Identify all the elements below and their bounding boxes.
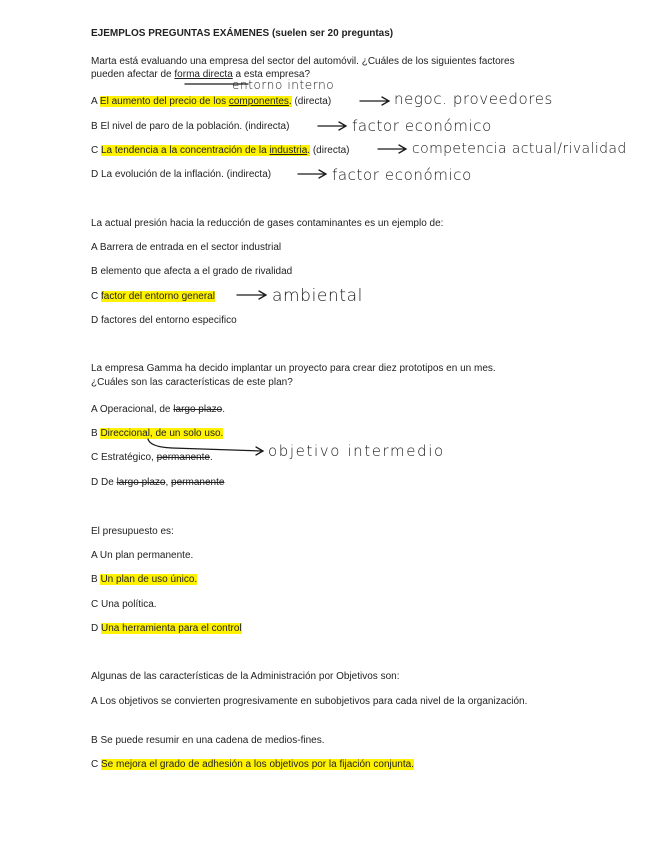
- option-letter: C: [91, 291, 101, 302]
- option-text: La tendencia a la concentración de la: [101, 145, 270, 156]
- q3-bracket-arrow-icon: [148, 439, 263, 455]
- page-title: EJEMPLOS PREGUNTAS EXÁMENES (suelen ser 20 preguntas): [91, 28, 394, 39]
- option-text: .: [209, 452, 213, 463]
- q2-option-d: D factores del entorno especifico: [91, 315, 237, 326]
- q1-handwritten-note-a: negoc. proveedores: [394, 90, 553, 108]
- option-text: ,: [165, 477, 172, 488]
- option-text: A Operacional, de: [91, 404, 174, 415]
- q3-handwritten-note: objetivo intermedio: [268, 442, 445, 460]
- option-letter: B: [91, 428, 101, 439]
- q4-option-c: C Una política.: [91, 599, 157, 610]
- q1-a-arrow-icon: [360, 97, 389, 105]
- q3-option-b-highlight: Direccional, de un solo uso.: [100, 428, 224, 439]
- q1-option-d: D La evolución de la inflación. (indirecta): [91, 169, 272, 180]
- q2-handwritten-note-c: ambiental: [272, 286, 363, 306]
- option-text-struck: largo plazo: [116, 477, 166, 488]
- option-letter: C: [91, 145, 101, 156]
- q2-option-c-highlight: factor del entorno general: [101, 291, 215, 302]
- option-text: .: [288, 96, 292, 107]
- q4-option-b-highlight: Un plan de uso único.: [100, 574, 198, 585]
- option-text-struck: permanente: [171, 477, 225, 488]
- q1-d-arrow-icon: [298, 170, 326, 178]
- q2-option-a: A Barrera de entrada en el sector industrial: [91, 242, 282, 253]
- q3-stem-line1: La empresa Gamma ha decido implantar un proyecto para crear diez prototipos en un mes.: [91, 363, 496, 374]
- option-text: .: [307, 145, 311, 156]
- q1-stem-part: pueden afectar de: [91, 69, 175, 80]
- option-text: C Estratégico,: [91, 452, 157, 463]
- q4-stem: El presupuesto es:: [91, 526, 174, 537]
- option-text-underlined: industria: [269, 145, 308, 156]
- option-letter: C: [91, 759, 101, 770]
- q1-handwritten-note-b: factor económico: [352, 117, 492, 135]
- q5-option-a: A Los objetivos se convierten progresivamente en subobjetivos para cada nivel de la organización.: [91, 696, 528, 707]
- option-suffix: (directa): [291, 96, 332, 107]
- option-text-struck: permanente: [156, 452, 210, 463]
- option-letter: D: [91, 623, 101, 634]
- option-letter: A: [91, 96, 100, 107]
- q5-option-b: B Se puede resumir en una cadena de medios-fines.: [91, 735, 325, 746]
- q2-c-arrow-icon: [237, 291, 266, 299]
- q2-stem: La actual presión hacia la reducción de gases contaminantes es un ejemplo de:: [91, 218, 444, 229]
- q1-handwritten-note-d: factor económico: [332, 166, 472, 184]
- q1-option-b: B El nivel de paro de la población. (indirecta): [91, 121, 290, 132]
- option-text: .: [222, 404, 225, 415]
- q1-handwritten-note-c: competencia actual/rivalidad: [412, 141, 627, 157]
- option-text: D De: [91, 477, 117, 488]
- option-text-struck: largo plazo: [173, 404, 223, 415]
- q5-option-c-highlight: Se mejora el grado de adhesión a los objetivos por la fijación conjunta.: [101, 759, 414, 770]
- q1-handwritten-note-entorno: entorno interno: [232, 78, 335, 92]
- q5-stem: Algunas de las características de la Administración por Objetivos son:: [91, 671, 400, 682]
- q1-b-arrow-icon: [318, 122, 346, 130]
- option-text: El aumento del precio de los: [99, 96, 229, 107]
- q3-stem-line2: ¿Cuáles son las características de este plan?: [91, 377, 293, 388]
- option-text-underlined: componentes: [228, 96, 289, 107]
- option-letter: B: [91, 574, 101, 585]
- q2-option-b: B elemento que afecta a el grado de rivalidad: [91, 266, 293, 277]
- q4-option-a: A Un plan permanente.: [91, 550, 194, 561]
- q1-c-arrow-icon: [378, 145, 406, 153]
- q4-option-d-highlight: Una herramienta para el control: [101, 623, 242, 634]
- q1-stem-part: a esta empresa?: [232, 69, 311, 80]
- q1-stem-underlined: forma directa: [174, 69, 233, 80]
- q1-stem-line1: Marta está evaluando una empresa del sector del automóvil. ¿Cuáles de los siguientes factores: [91, 56, 515, 67]
- option-suffix: (directa): [310, 145, 350, 156]
